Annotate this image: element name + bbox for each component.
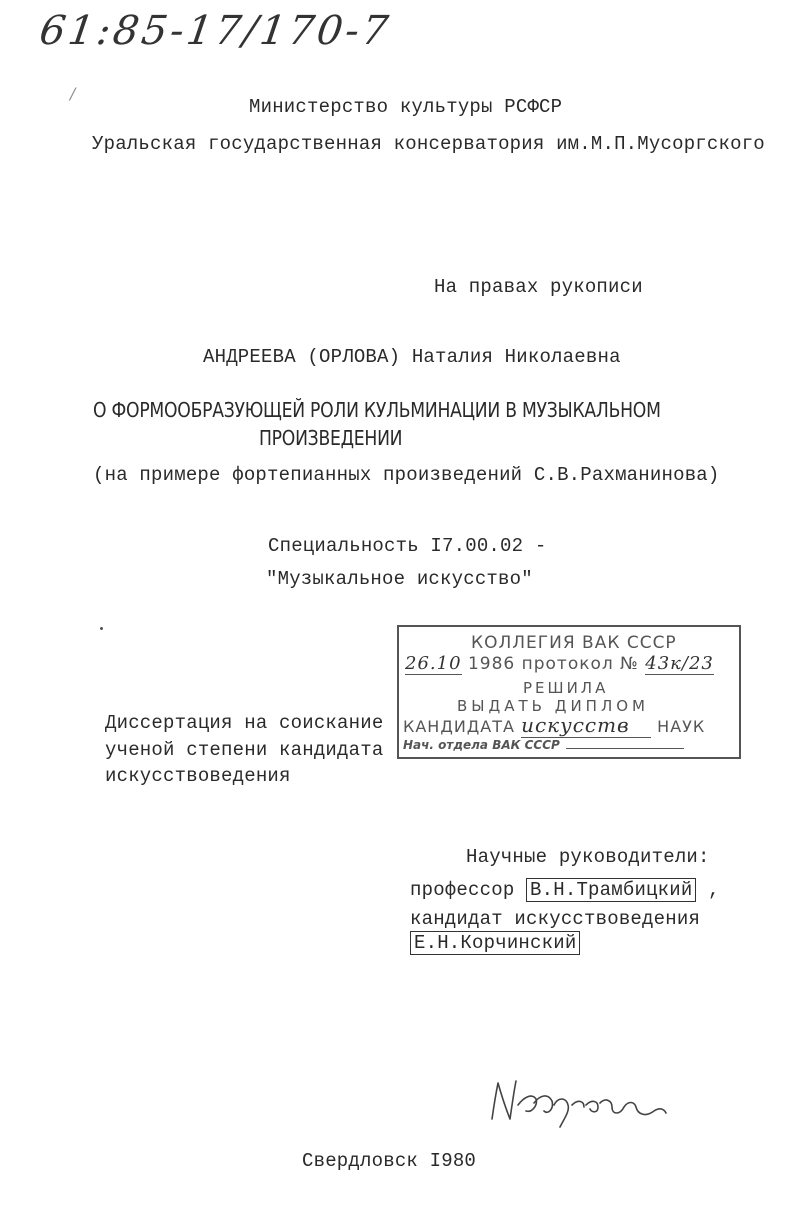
specialty-code: Специальность I7.00.02 - — [268, 535, 547, 557]
stray-dot — [100, 627, 103, 630]
institution: Уральская государственная консерватория им.М.П.Мусоргского — [92, 133, 765, 155]
stamp-degree-prefix: КАНДИДАТА — [403, 717, 515, 736]
author-name: АНДРЕЕВА (ОРЛОВА) Наталия Николаевна — [203, 346, 621, 368]
pencil-mark: / — [70, 84, 76, 103]
stamp-line-4: ВЫДАТЬ ДИПЛОМ — [457, 697, 649, 715]
supervisor-1-title: профессор — [410, 879, 515, 901]
stamp-line-2 — [405, 653, 714, 675]
stamp-line-3: РЕШИЛА — [523, 679, 609, 697]
vak-stamp — [397, 625, 741, 759]
supervisor-2-title: кандидат искусствоведения — [410, 908, 701, 930]
stamp-degree-suffix: НАУК — [657, 717, 706, 736]
stamp-line-5 — [403, 713, 705, 738]
city-year: Свердловск I980 — [302, 1150, 477, 1172]
stamp-footer: Нач. отдела ВАК СССР — [403, 738, 684, 752]
manuscript-note: На правах рукописи — [434, 276, 643, 298]
supervisor-2-name: Е.Н.Корчинский — [410, 931, 580, 955]
stamp-protocol-number: 43к/23 — [645, 653, 714, 674]
supervisor-1 — [410, 879, 720, 901]
stamp-line-1: КОЛЛЕГИЯ ВАК СССР — [471, 633, 677, 653]
title-line-1: О ФОРМООБРАЗУЮЩЕЙ РОЛИ КУЛЬМИНАЦИИ В МУЗЫКАЛЬНОМ — [93, 398, 661, 422]
specialty-name: "Музыкальное искусство" — [266, 568, 533, 590]
stamp-degree-field: искусств — [521, 713, 651, 738]
dissertation-note-3: искусствоведения — [105, 765, 291, 787]
signature-text — [488, 1075, 493, 1076]
stamp-protocol-label: протокол № — [521, 654, 639, 674]
supervisor-1-name: В.Н.Трамбицкий — [526, 878, 696, 902]
stamp-year: 1986 — [467, 654, 516, 674]
author-signature — [488, 1075, 688, 1140]
supervisor-2 — [410, 932, 580, 954]
ministry: Министерство культуры РСФСР — [249, 96, 563, 118]
dissertation-note-2: ученой степени кандидата — [105, 739, 384, 761]
title-subtitle: (на примере фортепианных произведений С.В.Рахманинова) — [93, 464, 720, 486]
archive-code: 61:85-17/170-7 — [36, 8, 394, 54]
dissertation-note-1: Диссертация на соискание — [105, 712, 384, 734]
supervisor-1-comma: , — [708, 879, 720, 901]
supervisors-heading: Научные руководители: — [466, 846, 710, 868]
title-line-2: ПРОИЗВЕДЕНИИ — [259, 426, 403, 450]
stamp-date: 26.10 — [405, 653, 462, 674]
